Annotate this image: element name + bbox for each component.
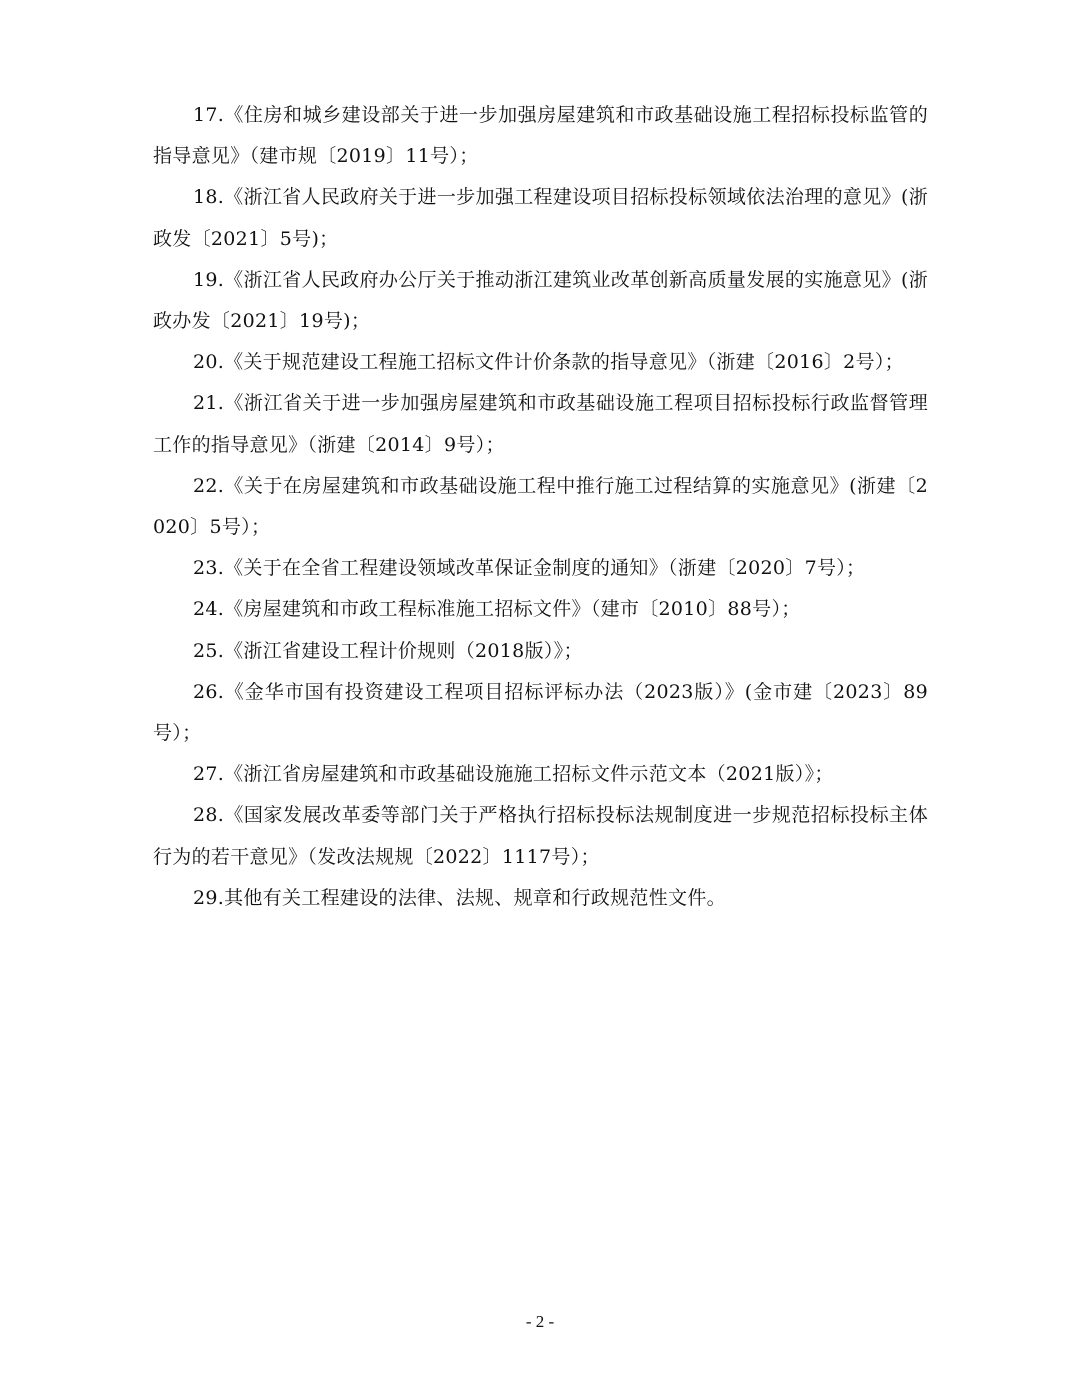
list-item-24: 24.《房屋建筑和市政工程标准施工招标文件》（建市〔2010〕88号）； [193,598,801,621]
list-item-25: 25.《浙江省建设工程计价规则（2018版）》； [193,639,583,662]
list-item-20: 20.《关于规范建设工程施工招标文件计价条款的指导意见》（浙建〔2016〕2号）； [193,351,904,374]
list-item-17: 17.《住房和城乡建设部关于进一步加强房屋建筑和市政基础设施工程招标投标监管的指导意见》（建市规〔2019〕11号）； [153,104,928,168]
list-item-28: 28.《国家发展改革委等部门关于严格执行招标投标法规制度进一步规范招标投标主体行为的若干意见》（发改法规规〔2022〕1117号）； [153,804,928,868]
list-item-26: 26.《金华市国有投资建设工程项目招标评标办法（2023版）》(金市建〔2023〕89号）； [153,680,928,745]
list-item-18: 18.《浙江省人民政府关于进一步加强工程建设项目招标投标领域依法治理的意见》(浙政发〔2021〕5号)； [153,186,928,250]
list-item-19: 19.《浙江省人民政府办公厅关于推动浙江建筑业改革创新高质量发展的实施意见》(浙政办发〔2021〕19号)； [153,268,928,333]
list-item-27: 27.《浙江省房屋建筑和市政基础设施施工招标文件示范文本（2021版）》； [193,763,834,786]
list-item-29: 29.其他有关工程建设的法律、法规、规章和行政规范性文件。 [193,886,726,909]
list-item-22: 22.《关于在房屋建筑和市政基础设施工程中推行施工过程结算的实施意见》(浙建〔2020〕5号）； [153,474,928,539]
list-item-21: 21.《浙江省关于进一步加强房屋建筑和市政基础设施工程项目招标投标行政监督管理工作的指导意见》（浙建〔2014〕9号）； [153,392,928,456]
list-item-23: 23.《关于在全省工程建设领域改革保证金制度的通知》（浙建〔2020〕7号）； [193,557,866,580]
regulation-list [153,95,928,919]
page-number: - 2 - [525,1312,555,1331]
